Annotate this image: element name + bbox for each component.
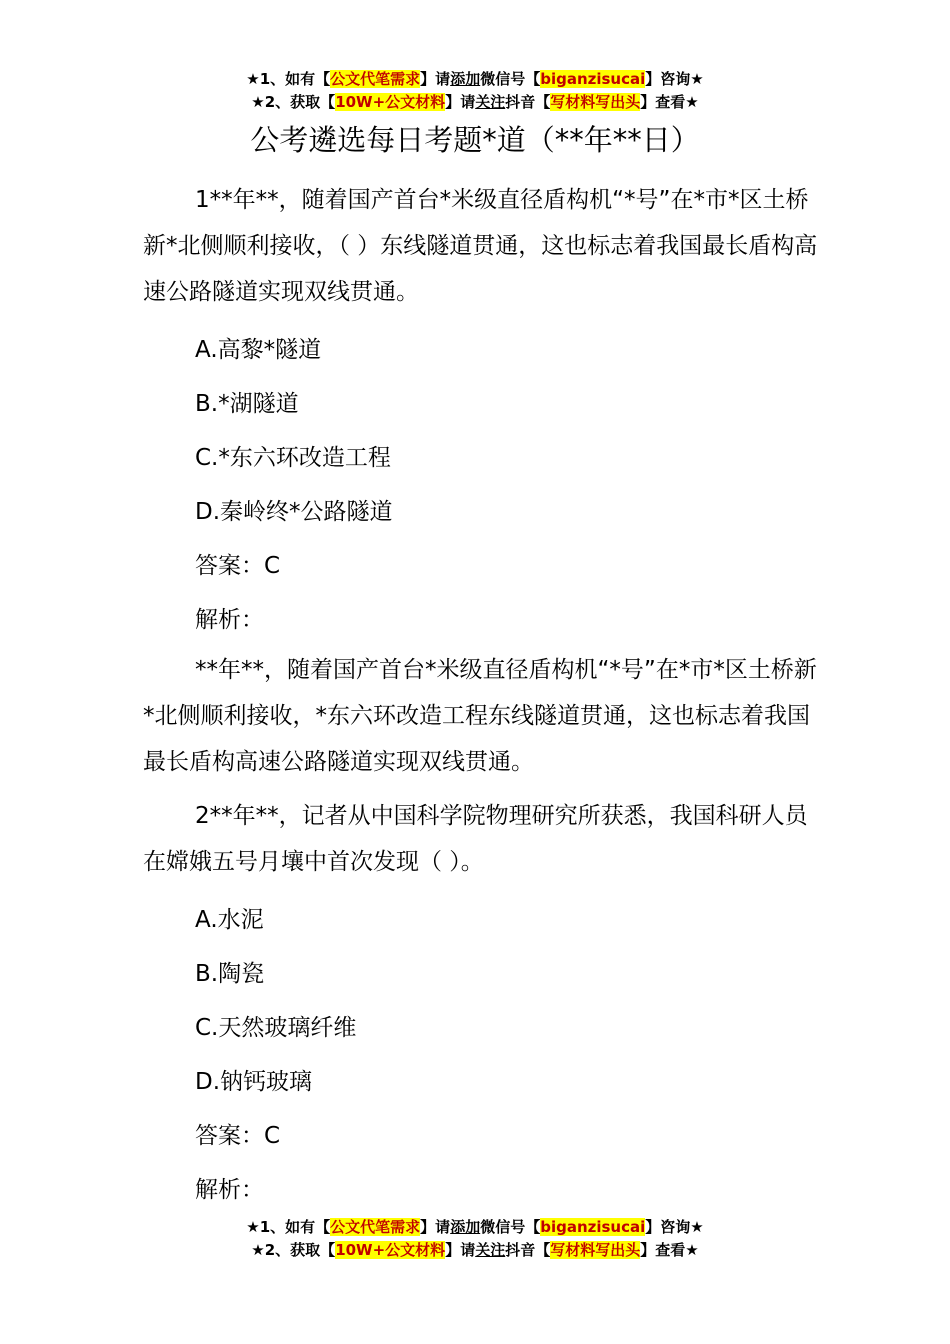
q2-option-c: C.天然玻璃纤维 [195, 1015, 357, 1041]
highlight-service: 公文代笔需求 [330, 1218, 421, 1236]
highlight-douyin-id: 写材料写出头 [550, 93, 641, 111]
highlight-douyin-id: 写材料写出头 [550, 1241, 641, 1259]
promo-line-1: ★1、如有【公文代笔需求】请添加微信号【biganzisucai】咨询★ [246, 70, 704, 88]
question-2-stem: 2**年**，记者从中国科学院物理研究所获悉，我国科研人员在嫦娥五号月壤中首次发现（ ）。 [143, 803, 808, 875]
q1-option-c: C.*东六环改造工程 [195, 445, 391, 471]
q2-option-a: A.水泥 [195, 907, 264, 933]
q1-answer: 答案：C [195, 553, 281, 579]
bottom-promo-banner [0, 1216, 950, 1262]
q2-option-b: B.陶瓷 [195, 961, 265, 987]
promo-line-1: ★1、如有【公文代笔需求】请添加微信号【biganzisucai】咨询★ [246, 1218, 704, 1236]
promo-line-2: ★2、获取【10W+公文材料】请关注抖音【写材料写出头】查看★ [251, 93, 699, 111]
q2-analysis-label: 解析： [195, 1177, 264, 1203]
highlight-materials: 10W+公文材料 [335, 93, 446, 111]
highlight-materials: 10W+公文材料 [335, 1241, 446, 1259]
document-body [143, 177, 818, 1217]
question-1-stem: 1**年**，随着国产首台*米级直径盾构机“*号”在*市*区土桥新*北侧顺利接收，（ ）东线隧道贯通，这也标志着我国最长盾构高速公路隧道实现双线贯通。 [143, 187, 818, 305]
q2-answer: 答案：C [195, 1123, 281, 1149]
q2-option-d: D.钠钙玻璃 [195, 1069, 313, 1095]
highlight-wechat-id: biganzisucai [540, 1218, 646, 1236]
q1-option-a: A.高黎*隧道 [195, 337, 322, 363]
top-promo-banner [0, 68, 950, 114]
q1-option-d: D.秦岭终*公路隧道 [195, 499, 393, 525]
page-title: 公考遴选每日考题*道（**年**日） [250, 123, 700, 157]
highlight-service: 公文代笔需求 [330, 70, 421, 88]
q1-analysis-label: 解析： [195, 607, 264, 633]
q1-option-b: B.*湖隧道 [195, 391, 299, 417]
promo-line-2: ★2、获取【10W+公文材料】请关注抖音【写材料写出头】查看★ [251, 1241, 699, 1259]
q1-analysis-text: **年**，随着国产首台*米级直径盾构机“*号”在*市*区土桥新*北侧顺利接收，*东六环改造工程东线隧道贯通，这也标志着我国最长盾构高速公路隧道实现双线贯通。 [143, 657, 817, 775]
highlight-wechat-id: biganzisucai [540, 70, 646, 88]
